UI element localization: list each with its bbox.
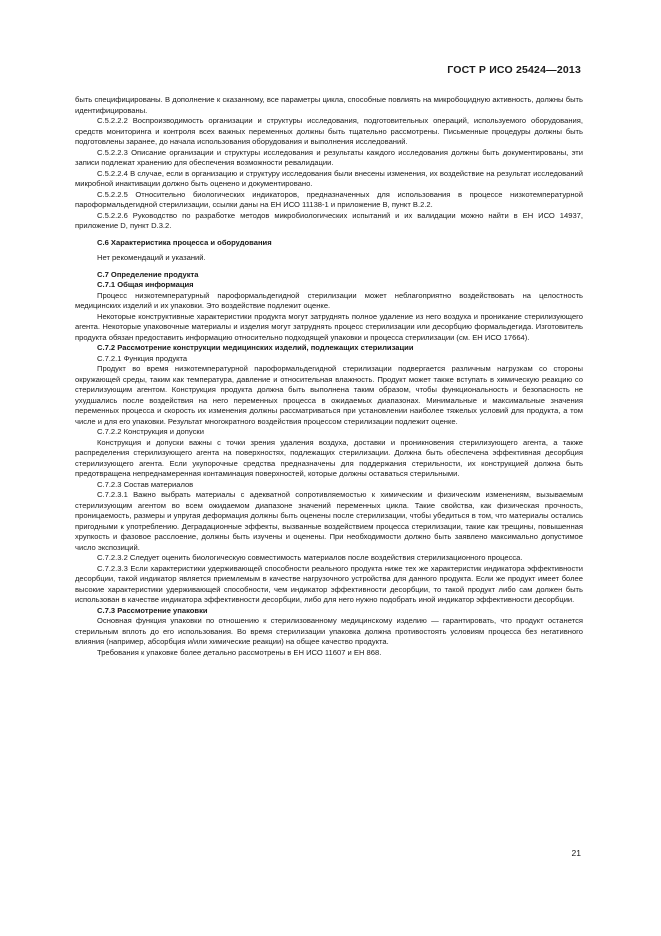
document-body [75, 95, 583, 658]
subsection-title: С.7.2.1 Функция продукта [97, 353, 188, 363]
paragraph: С.5.2.2.3 Описание организации и структуры исследования и результаты каждого исследования должны быть документированы, эти записи подлежат хранению для обеспечения возможности ревалидации. [75, 147, 583, 167]
page-number: 21 [571, 848, 581, 858]
paragraph: С.5.2.2.4 В случае, если в организацию и структуру исследования были внесены изменения, их воздействие на результат исследований микробной инактивации должно быть оценено и документировано. [75, 168, 583, 188]
subsection-title: С.7.2.3 Состав материалов [97, 479, 194, 489]
paragraph: С.7.2.3.3 Если характеристики удерживающей способности реального продукта ниже тех же характеристик индикатора эффективности десорбции, такой индикатор является приемлемым в качестве нагрузочного устройства для данного продукта. Если же продукт имеет более высокие характеристики удерживающей способности, чем индикатор эффективности десорбции, то такой продукт либо сам должен быть использован в качестве индикатора эффективности десорбции, либо для него нужно подобрать иной индикатор эффективности десорбции. [75, 563, 583, 604]
paragraph: Конструкция и допуски важны с точки зрения удаления воздуха, доставки и проникновения стерилизующего агента, а также распределения стерилизующего агента на поверхностях, подлежащих стерилизации. Должна быть обеспечена эффективная десорбция стерилизующего агента. Если укупорочные средства предназначены для поддержания стерильности, их конструкцией должна быть предотвращена непреднамеренная контаминация поверхностей, которые должны оставаться стерильными. [75, 437, 583, 478]
paragraph: С.7.2.3.2 Следует оценить биологическую совместимость материалов после воздействия стерилизационного процесса. [97, 553, 523, 562]
paragraph: Нет рекомендаций и указаний. [97, 253, 206, 262]
paragraph: Процесс низкотемпературный парoформальдегидной стерилизации может неблагоприятно воздействовать на целостность медицинских изделий и их упаковки. Это воздействие подлежит оценке. [75, 290, 583, 310]
paragraph: Основная функция упаковки по отношению к стерилизованному медицинскому изделию — гарантировать, что продукт останется стерильным вплоть до его использования. Во время стерилизации упаковка должна противостоять условиям процесса без негативного влияния (например, абсорбция и/или химические реакции) на общее качество продукта. [75, 616, 583, 646]
paragraph: Требования к упаковке более детально рассмотрены в ЕН ИСО 11607 и ЕН 868. [97, 647, 382, 657]
section-heading: С.7.2 Рассмотрение конструкции медицинских изделий, подлежащих стерилизации [97, 343, 414, 352]
paragraph: Некоторые конструктивные характеристики продукта могут затруднять полное удаление из него воздуха и проникание стерилизующего агента. Некоторые упаковочные материалы и изделия могут затруднять процесс стерилизации или десорбцию формальдегида. Изготовитель продукта обязан предоставить информацию относительно подходящей упаковки и процесса стерилизации (см. ЕН ИСО 17664). [75, 311, 583, 342]
subsection-title: С.7.2.2 Конструкция и допуски [97, 427, 204, 436]
paragraph: С.5.2.2.2 Воспроизводимость организации и структуры исследования, подготовительных операций, используемого оборудования, средств мониторинга и контроля всех важных переменных должны быть тщательно рассмотрены. Письменные процедуры должны быть подготовлены заранее, до начала использования оборудования и выполнения исследований. [75, 116, 583, 146]
paragraph: С.5.2.2.6 Руководство по разработке методов микробиологических испытаний и их валидации можно найти в ЕН ИСО 14937, приложение D, пункт D.3.2. [75, 210, 583, 230]
paragraph: С.5.2.2.5 Относительно биологических индикаторов, предназначенных для использования в процессе низкотемпературной парoформальдегидной стерилизации, ссылки даны на ЕН ИСО 11138-1 и приложение В, пункт В.2.2. [75, 189, 583, 209]
standard-designation: ГОСТ Р ИСО 25424—2013 [447, 64, 581, 76]
paragraph: быть специфицированы. В дополнение к сказанному, все параметры цикла, способные повлиять на микробоцидную активность, должны быть идентифицированы. [75, 95, 583, 115]
paragraph: Продукт во время низкотемпературной парoформальдегидной стерилизации подвергается различным нагрузкам со стороны окружающей среды, таким как температура, давление и относительная влажность. Продукт может также вступать в химическую реакцию со стерилизующим агентом. Конструкция продукта должна быть выполнена таким образом, чтобы функциональность и безопасность не ухудшались после воздействия на него переменных процесса в ожидаемых диапазонах. Минимальные и максимальные значения переменных процесса и скорость их изменения должны рассматриваться при установлении наиболее тяжелых условий для продукта, а том числе и для его упаковки. Результат многократного воздействия процессом стерилизации подлежит оценке. [75, 364, 583, 426]
paragraph: С.7.2.3.1 Важно выбрать материалы с адекватной сопротивляемостью к химическим и физическим изменениям, вызываемым стерилизующим агентом во всем ожидаемом диапазоне значений переменных цикла. Такие свойства, как физическая прочность, проницаемость, размеры и упругая деформация должны быть оценены после стерилизации, чтобы убедиться в том, что материалы остались пригодными к употреблению. Деградационные эффекты, вызванные воздействием процесса стерилизации, такие как трещины, повышенная хрупкость и фазовое расслоение, должны быть изучены и оценены. При необходимости должно быть заявлено максимально допустимое число экспозиций. [75, 490, 583, 552]
section-heading: С.7.3 Рассмотрение упаковки [97, 605, 208, 615]
section-heading: С.6 Характеристика процесса и оборудования [97, 237, 272, 247]
section-heading: С.7.1 Общая информация [97, 280, 194, 289]
section-heading: С.7 Определение продукта [97, 269, 199, 279]
